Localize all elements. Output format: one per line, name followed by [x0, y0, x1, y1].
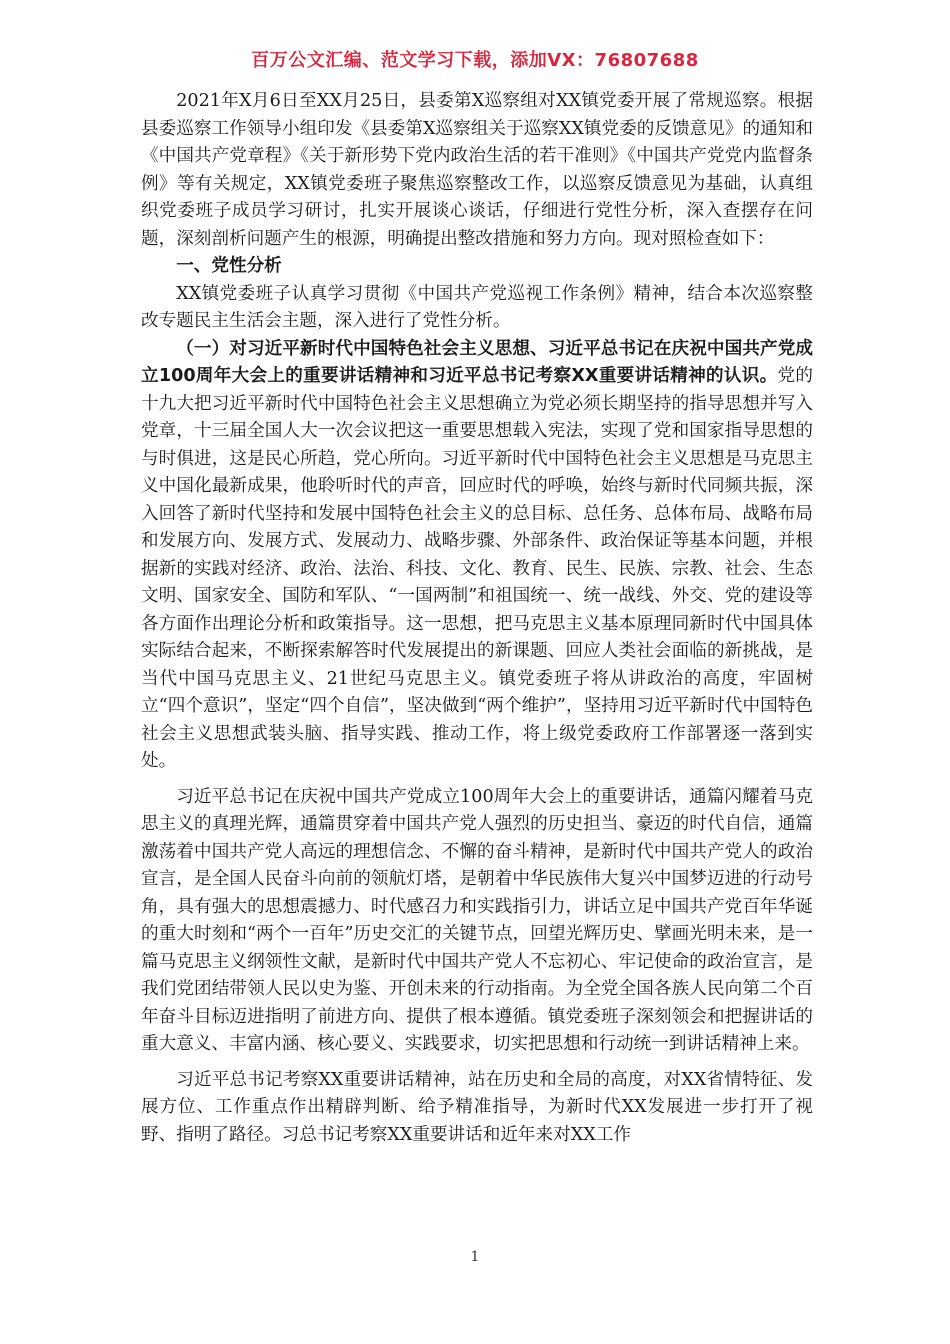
page-number: 1 [470, 1249, 480, 1265]
speech-paragraph: 习近平总书记在庆祝中国共产党成立100周年大会上的重要讲话，通篇闪耀着马克思主义的真理光辉，通篇贯穿着中国共产党人强烈的历史担当、豪迈的时代自信，通篇激荡着中国共产党人高远的理想信念、不懈的奋斗精神，是新时代中国共产党人的政治宣言，是全国人民奋斗向前的领航灯塔，是朝着中华民族伟大复兴中国梦迈进的行动号角，具有强大的思想震撼力、时代感召力和实践指引力，讲话立足中国共产党百年华诞的重大时刻和“两个一百年”历史交汇的关键节点，回望光辉历史、擘画光明未来，是一篇马克思主义纲领性文献，是新时代中国共产党人不忘初心、牢记使命的政治宣言，是我们党团结带领人民以史为鉴、开创未来的行动指南。为全党全国各族人民向第二个百年奋斗目标迈进指明了前进方向、提供了根本遵循。镇党委班子深刻领会和把握讲话的重大意义、丰富内涵、核心要义、实践要求，切实把思想和行动统一到讲话精神上来。 [141, 786, 813, 1054]
document-body [141, 88, 813, 1149]
intro-paragraph: 2021年X月6日至XX月25日，县委第X巡察组对XX镇党委开展了常规巡察。根据县委巡察工作领导小组印发《县委第X巡察组关于巡察XX镇党委的反馈意见》的通知和《中国共产党章程》《关于新形势下党内政治生活的若干准则》《中国共产党党内监督条例》等有关规定，XX镇党委班子聚焦巡察整改工作，以巡察反馈意见为基础，认真组织党委班子成员学习研讨，扎实开展谈心谈话，仔细进行党性分析，深入查摆存在问题，深刻剖析问题产生的根源，明确提出整改措施和努力方向。现对照检查如下： [141, 91, 813, 249]
inspection-paragraph: 习近平总书记考察XX重要讲话精神，站在历史和全局的高度，对XX省情特征、发展方位、工作重点作出精辟判断、给予精准指导，为新时代XX发展进一步打开了视野、指明了路径。习总书记考察XX重要讲话和近年来对XX工作 [141, 1069, 813, 1145]
subsection-paragraph [141, 336, 813, 776]
section-intro-paragraph: XX镇党委班子认真学习贯彻《中国共产党巡视工作条例》精神，结合本次巡察整改专题民主生活会主题，深入进行了党性分析。 [141, 283, 813, 331]
section-heading-party-analysis: 一、党性分析 [176, 256, 282, 276]
subsection-body: 党的十九大把习近平新时代中国特色社会主义思想确立为党必须长期坚持的指导思想并写入党章，十三届全国人大一次会议把这一重要思想载入宪法，实现了党和国家指导思想的与时俱进，这是民心所趋，党心所向。习近平新时代中国特色社会主义思想是马克思主义中国化最新成果，他聆听时代的声音，回应时代的呼唤，始终与新时代同频共振，深入回答了新时代坚持和发展中国特色社会主义的总目标、总任务、总体布局、战略布局和发展方向、发展方式、发展动力、战略步骤、外部条件、政治保证等基本问题，并根据新的实践对经济、政治、法治、科技、文化、教育、民生、民族、宗教、社会、生态文明、国家安全、国防和军队、“一国两制”和祖国统一、统一战线、外交、党的建设等各方面作出理论分析和政策指导。这一思想，把马克思主义基本原理同新时代中国具体实际结合起来，不断探索解答时代发展提出的新课题、回应人类社会面临的新挑战，是当代中国马克思主义、21世纪马克思主义。镇党委班子将从讲政治的高度，牢固树立“四个意识”，坚定“四个自信”，坚决做到“两个维护”，坚持用习近平新时代中国特色社会主义思想武装头脑、指导实践、推动工作，将上级党委政府工作部署逐一落到实处。 [141, 366, 813, 771]
header-banner: 百万公文汇编、范文学习下载，添加VX：76807688 [251, 50, 699, 71]
subsection-heading: （一）对习近平新时代中国特色社会主义思想、习近平总书记在庆祝中国共产党成立100周年大会上的重要讲话精神和习近平总书记考察XX重要讲话精神的认识。 [141, 338, 813, 386]
